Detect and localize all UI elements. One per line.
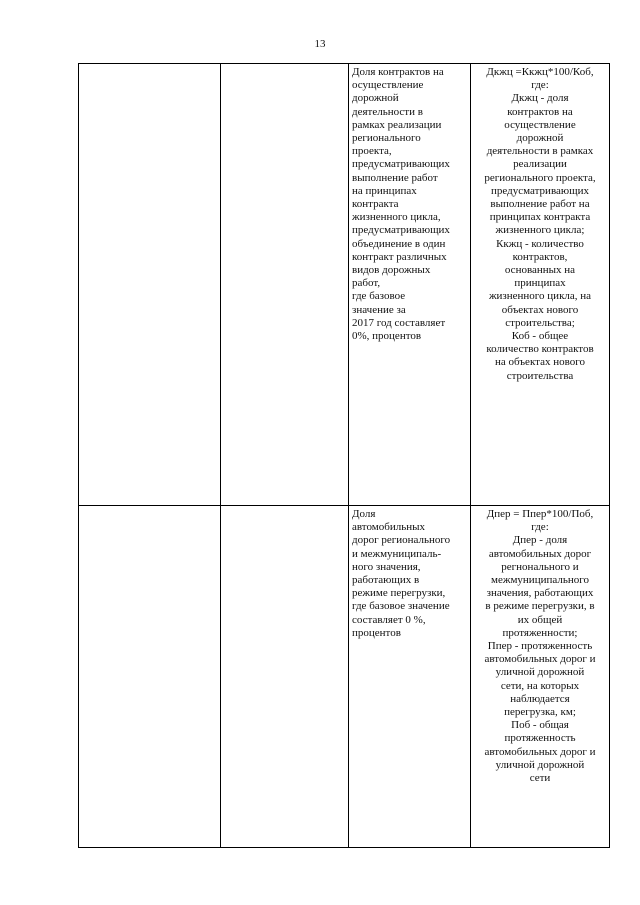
table-cell-empty	[221, 506, 349, 848]
formula-cell: Дпер = Ппер*100/Поб, где: Дпер - доля автомобильных дорог регнонального и межмуниципального значения, работающих в режиме перегрузки, в их общей протяженности; Ппер - протяженность автомобильных дорог и уличной дорожной сети, на которых наблюдается перегрузка, км; Поб - общая протяженность автомобильных дорог и уличной дорожной сети	[471, 506, 610, 848]
indicators-table	[78, 63, 610, 848]
indicator-description-cell: Доля автомобильных дорог регионального и межмуниципаль- ного значения, работающих в режиме перегрузки, где базовое значение составляет 0 %, процентов	[349, 506, 471, 848]
table-row	[79, 64, 610, 506]
indicator-description-cell: Доля контрактов на осуществление дорожной деятельности в рамках реализации регионального проекта, предусматривающих выполнение работ на принципах контракта жизненного цикла, предусматривающих объединение в один контракт различных видов дорожных работ, где базовое значение за 2017 год составляет 0%, процентов	[349, 64, 471, 506]
table-row	[79, 506, 610, 848]
page-number: 13	[314, 38, 326, 50]
formula-cell: Дкжц =Ккжц*100/Коб, где: Дкжц - доля контрактов на осуществление дорожной деятельности в рамках реализации регионального проекта, предусматривающих выполнение работ на принципах контракта жизненного цикла; Ккжц - количество контрактов, основанных на принципах жизненного цикла, на объектах нового строительства; Коб - общее количество контрактов на объектах нового строительства	[471, 64, 610, 506]
table-cell-empty	[221, 64, 349, 506]
table-cell-empty	[79, 506, 221, 848]
table-cell-empty	[79, 64, 221, 506]
